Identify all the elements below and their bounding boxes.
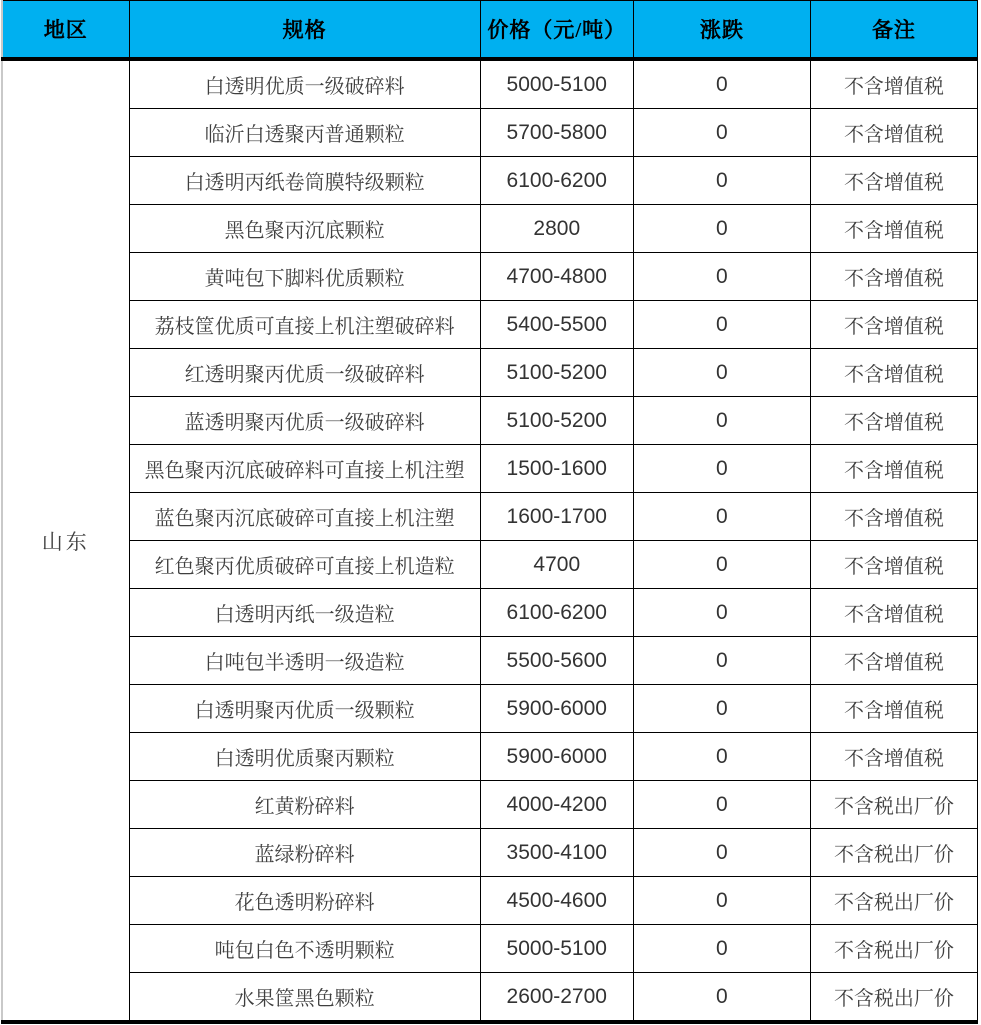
table-row <box>2 589 978 637</box>
change-cell: 0 <box>633 109 810 157</box>
spec-cell: 白透明优质一级破碎料 <box>129 59 480 109</box>
change-cell: 0 <box>633 205 810 253</box>
price-cell: 4700 <box>480 541 633 589</box>
note-cell: 不含增值税 <box>810 109 977 157</box>
note-cell: 不含税出厂价 <box>810 781 977 829</box>
note-cell: 不含增值税 <box>810 157 977 205</box>
table-row <box>2 109 978 157</box>
change-cell: 0 <box>633 301 810 349</box>
note-cell: 不含增值税 <box>810 541 977 589</box>
note-cell: 不含增值税 <box>810 205 977 253</box>
price-cell: 3500-4100 <box>480 829 633 877</box>
price-cell: 6100-6200 <box>480 157 633 205</box>
price-cell: 5900-6000 <box>480 733 633 781</box>
table-body <box>2 59 978 1022</box>
note-cell: 不含增值税 <box>810 637 977 685</box>
change-cell: 0 <box>633 877 810 925</box>
price-cell: 5400-5500 <box>480 301 633 349</box>
header-change: 涨跌 <box>633 1 810 60</box>
table-row <box>2 349 978 397</box>
price-cell: 2600-2700 <box>480 973 633 1023</box>
spec-cell: 红透明聚丙优质一级破碎料 <box>129 349 480 397</box>
change-cell: 0 <box>633 685 810 733</box>
price-cell: 5900-6000 <box>480 685 633 733</box>
price-cell: 1600-1700 <box>480 493 633 541</box>
note-cell: 不含税出厂价 <box>810 829 977 877</box>
table-row <box>2 493 978 541</box>
change-cell: 0 <box>633 589 810 637</box>
note-cell: 不含增值税 <box>810 253 977 301</box>
table-row <box>2 253 978 301</box>
spec-cell: 临沂白透聚丙普通颗粒 <box>129 109 480 157</box>
change-cell: 0 <box>633 829 810 877</box>
note-cell: 不含增值税 <box>810 733 977 781</box>
price-cell: 5100-5200 <box>480 349 633 397</box>
change-cell: 0 <box>633 349 810 397</box>
change-cell: 0 <box>633 445 810 493</box>
spec-cell: 吨包白色不透明颗粒 <box>129 925 480 973</box>
header-region: 地区 <box>2 1 129 60</box>
spec-cell: 红黄粉碎料 <box>129 781 480 829</box>
spec-cell: 水果筐黑色颗粒 <box>129 973 480 1023</box>
note-cell: 不含增值税 <box>810 397 977 445</box>
header-note: 备注 <box>810 1 977 60</box>
note-cell: 不含税出厂价 <box>810 925 977 973</box>
spec-cell: 黑色聚丙沉底破碎料可直接上机注塑 <box>129 445 480 493</box>
table-row <box>2 541 978 589</box>
price-cell: 5100-5200 <box>480 397 633 445</box>
note-cell: 不含增值税 <box>810 349 977 397</box>
table-row <box>2 637 978 685</box>
header-row <box>2 1 978 60</box>
table-row <box>2 781 978 829</box>
note-cell: 不含增值税 <box>810 589 977 637</box>
change-cell: 0 <box>633 637 810 685</box>
header-spec: 规格 <box>129 1 480 60</box>
spec-cell: 蓝色聚丙沉底破碎可直接上机注塑 <box>129 493 480 541</box>
spec-cell: 荔枝筐优质可直接上机注塑破碎料 <box>129 301 480 349</box>
price-cell: 5000-5100 <box>480 59 633 109</box>
note-cell: 不含增值税 <box>810 445 977 493</box>
table-row <box>2 733 978 781</box>
spec-cell: 花色透明粉碎料 <box>129 877 480 925</box>
price-cell: 6100-6200 <box>480 589 633 637</box>
table-row <box>2 59 978 109</box>
table-row <box>2 205 978 253</box>
table-row <box>2 301 978 349</box>
table-row <box>2 397 978 445</box>
price-cell: 5000-5100 <box>480 925 633 973</box>
price-cell: 5500-5600 <box>480 637 633 685</box>
price-cell: 4000-4200 <box>480 781 633 829</box>
price-cell: 5700-5800 <box>480 109 633 157</box>
spec-cell: 白吨包半透明一级造粒 <box>129 637 480 685</box>
table-header <box>2 1 978 60</box>
table-row <box>2 445 978 493</box>
spec-cell: 黑色聚丙沉底颗粒 <box>129 205 480 253</box>
note-cell: 不含增值税 <box>810 493 977 541</box>
region-cell: 山东 <box>2 59 129 1022</box>
note-cell: 不含增值税 <box>810 59 977 109</box>
change-cell: 0 <box>633 781 810 829</box>
price-cell: 2800 <box>480 205 633 253</box>
note-cell: 不含增值税 <box>810 301 977 349</box>
spec-cell: 黄吨包下脚料优质颗粒 <box>129 253 480 301</box>
note-cell: 不含税出厂价 <box>810 877 977 925</box>
table-row <box>2 829 978 877</box>
change-cell: 0 <box>633 397 810 445</box>
spec-cell: 蓝透明聚丙优质一级破碎料 <box>129 397 480 445</box>
table-row <box>2 157 978 205</box>
spec-cell: 白透明优质聚丙颗粒 <box>129 733 480 781</box>
table-row <box>2 685 978 733</box>
spec-cell: 白透明丙纸卷筒膜特级颗粒 <box>129 157 480 205</box>
change-cell: 0 <box>633 493 810 541</box>
change-cell: 0 <box>633 925 810 973</box>
spec-cell: 白透明丙纸一级造粒 <box>129 589 480 637</box>
header-price: 价格（元/吨） <box>480 1 633 60</box>
table-row <box>2 925 978 973</box>
change-cell: 0 <box>633 541 810 589</box>
change-cell: 0 <box>633 973 810 1023</box>
price-cell: 4500-4600 <box>480 877 633 925</box>
spec-cell: 白透明聚丙优质一级颗粒 <box>129 685 480 733</box>
spec-cell: 红色聚丙优质破碎可直接上机造粒 <box>129 541 480 589</box>
note-cell: 不含税出厂价 <box>810 973 977 1023</box>
price-cell: 4700-4800 <box>480 253 633 301</box>
price-table <box>1 0 978 1024</box>
table-row <box>2 973 978 1023</box>
change-cell: 0 <box>633 253 810 301</box>
change-cell: 0 <box>633 59 810 109</box>
note-cell: 不含增值税 <box>810 685 977 733</box>
change-cell: 0 <box>633 733 810 781</box>
price-cell: 1500-1600 <box>480 445 633 493</box>
table-row <box>2 877 978 925</box>
spec-cell: 蓝绿粉碎料 <box>129 829 480 877</box>
change-cell: 0 <box>633 157 810 205</box>
